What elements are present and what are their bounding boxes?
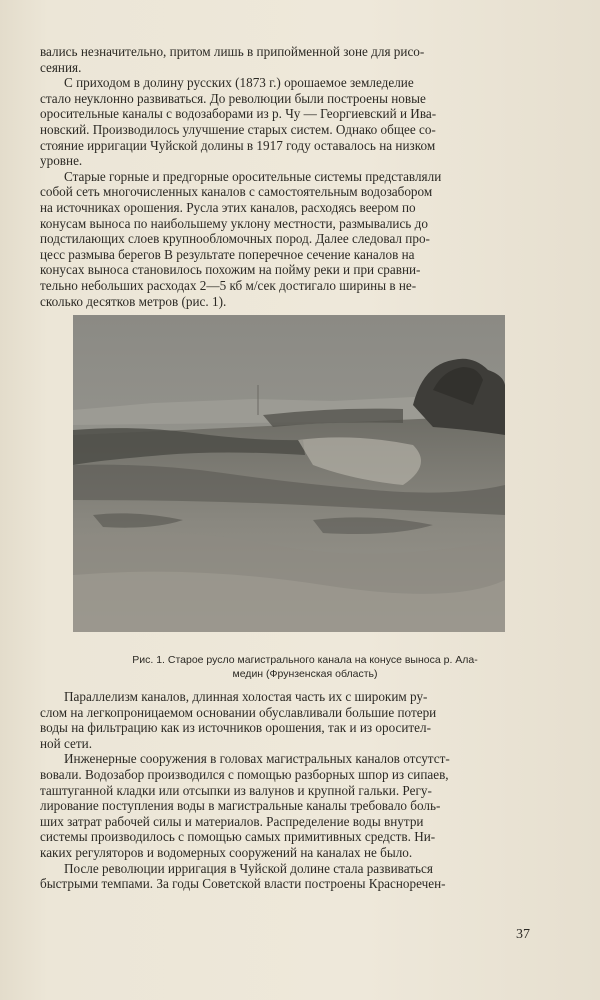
text-line: С приходом в долину русских (1873 г.) орошаемое земледелие [64, 75, 414, 91]
text-line: Инженерные сооружения в головах магистральных каналов отсутст- [64, 751, 450, 767]
text-line: Старые горные и предгорные оросительные системы представляли [64, 168, 442, 184]
text-line: конусам выноса по наибольшему уклону местности, размывались до [40, 215, 428, 231]
text-line: вовали. Водозабор производился с помощью разборных шпор из сипаев, [40, 766, 449, 782]
text-line: После революции ирригация в Чуйской долине стала развиваться [64, 860, 433, 876]
text-line: ной сети. [40, 735, 92, 751]
text-line: ших затрат рабочей силы и материалов. Распределение воды внутри [40, 813, 424, 829]
text-line: вались незначительно, притом лишь в припойменной зоне для рисо- [40, 44, 425, 59]
text-line: сколько десятков метров (рис. 1). [40, 293, 227, 309]
text-line: новский. Производилось улучшение старых систем. Однако общее со- [40, 121, 436, 137]
text-line: сеяния. [40, 59, 82, 75]
text-line: быстрыми темпами. За годы Советской власти построены Красноречен- [40, 876, 446, 892]
text-line: Параллелизм каналов, длинная холостая часть их с широким ру- [64, 689, 428, 704]
text-line: стояние ирригации Чуйской долины в 1917 году оставалось на низком [40, 137, 436, 153]
text-line: подстилающих слоев крупнообломочных пород. Далее следовал про- [40, 231, 430, 247]
text-line: конусах выноса становилось похожим на пойму реки и при сравни- [40, 262, 421, 278]
text-line: оросительные каналы с водозаборами из р. Чу — Георгиевский и Ива- [40, 106, 437, 122]
page-number: 37 [516, 927, 530, 942]
text-line: тельно небольших расходах 2—5 кб м/сек достигало ширины в не- [40, 277, 417, 293]
landscape-photo-image [73, 315, 505, 632]
text-line: на источниках орошения. Русла этих каналов, расходясь веером по [40, 199, 416, 215]
text-line: собой сеть многочисленных каналов с самостоятельным водозабором [40, 184, 433, 200]
text-line: таштуганной кладки или отсыпки из валунов и крупной гальки. Регу- [40, 782, 432, 798]
text-line: лирование поступления воды в магистральные каналы требовало боль- [40, 798, 441, 814]
figure-caption-line: медин (Фрунзенская область) [232, 668, 378, 680]
top-text-block [40, 44, 568, 309]
text-line: воды на фильтрацию как из источников орошения, так и из оросител- [40, 720, 432, 736]
text-line: слом на легкопроницаемом основании обуславливали большие потери [40, 704, 437, 720]
figure-caption [60, 653, 550, 681]
text-line: стало неуклонно развиваться. До революции были построены новые [40, 90, 426, 106]
text-line: цесс размыва берегов В результате поперечное сечение каналов на [40, 246, 415, 262]
figure-caption-line: Рис. 1. Старое русло магистрального канала на конусе выноса р. Ала- [132, 654, 478, 666]
bottom-text-block [40, 689, 568, 892]
text-line: каких регуляторов и водомерных сооружений на каналах не было. [40, 844, 413, 860]
text-line: системы производилось с помощью самых примитивных средств. Ни- [40, 829, 436, 845]
text-line: уровне. [40, 153, 83, 169]
landscape-photo [73, 315, 505, 632]
